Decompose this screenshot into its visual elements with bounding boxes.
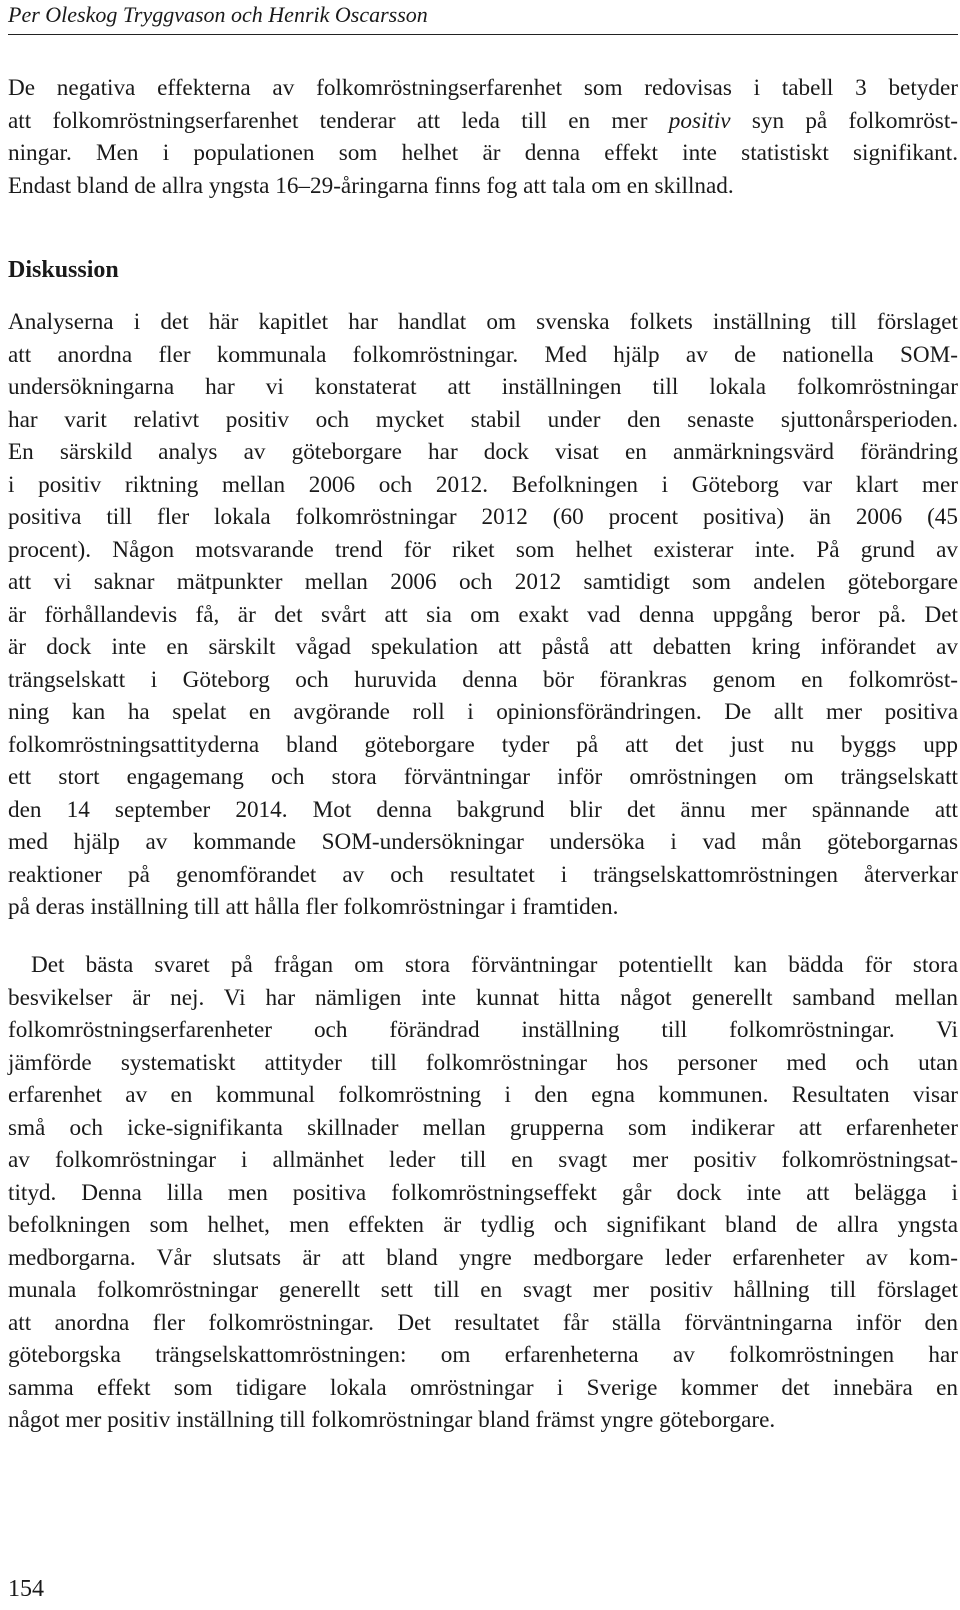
text-line: Det bästa svaret på frågan om stora förväntningar potentiellt kan bädda för stora (31, 952, 958, 978)
text-line: ning kan ha spelat en avgörande roll i opinionsförändringen. De allt mer positiva (8, 699, 958, 725)
text-line: något mer positiv inställning till folkomröstningar bland främst yngre göteborgare. (8, 1407, 776, 1433)
discussion-paragraph-2 (8, 949, 958, 1437)
text-line: att anordna fler folkomröstningar. Det resultatet får ställa förväntningarna inför den (8, 1309, 958, 1336)
text-line: ett stort engagemang och stora förväntningar inför omröstningen om trängselskatt (8, 764, 958, 790)
text-line: trängselskatt i Göteborg och huruvida denna bör förankras genom en folkomröst- (8, 666, 958, 693)
intro-paragraph (8, 72, 958, 202)
text-line: ningar. Men i populationen som helhet är denna effekt inte statistiskt signifikant. (8, 140, 958, 166)
text-line: att vi saknar mätpunkter mellan 2006 och 2012 samtidigt som andelen göteborgare (8, 569, 958, 595)
text-line: i positiv riktning mellan 2006 och 2012. Befolkningen i Göteborg var klart mer (8, 471, 958, 498)
text-line: tityd. Denna lilla men positiva folkomröstningseffekt går dock inte att belägga i (8, 1179, 958, 1206)
text-line: reaktioner på genomförandet av och resultatet i trängselskattomröstningen återverkar (8, 861, 958, 888)
text-line: folkomröstningserfarenheter och förändrad inställning till folkomröstningar. Vi (8, 1017, 958, 1043)
text-line: att anordna fler kommunala folkomröstningar. Med hjälp av de nationella SOM- (8, 341, 958, 368)
text-line: är förhållandevis få, är det svårt att sia om exakt vad denna uppgång beror på. Det (8, 601, 958, 628)
text-line: på deras inställning till att hålla fler folkomröstningar i framtiden. (8, 894, 619, 920)
text-run: syn på folkomröst- (730, 107, 958, 134)
text-line: munala folkomröstningar generellt sett till en svagt mer positiv hållning till förslaget (8, 1277, 958, 1303)
text-line: av folkomröstningar i allmänhet leder till en svagt mer positiv folkomröstningsat- (8, 1147, 958, 1173)
page-number: 154 (8, 1576, 44, 1602)
text-line: göteborgska trängselskattomröstningen: om erfarenheterna av folkomröstningen har (8, 1342, 958, 1368)
text-line: undersökningarna har vi konstaterat att inställningen till lokala folkomröstningar (8, 374, 958, 400)
text-line: Analyserna i det här kapitlet har handlat om svenska folkets inställning till förslaget (8, 309, 958, 335)
section-heading: Diskussion (8, 257, 119, 283)
text-line: positiva till fler lokala folkomröstningar 2012 (60 procent positiva) än 2006 (45 (8, 504, 958, 530)
text-line: medborgarna. Vår slutsats är att bland yngre medborgare leder erfarenheter av kom- (8, 1244, 958, 1271)
text-line: jämförde systematiskt attityder till folkomröstningar hos personer med och utan (8, 1049, 958, 1076)
text-line: den 14 september 2014. Mot denna bakgrund blir det ännu mer spännande att (8, 796, 958, 823)
header-rule (8, 34, 958, 35)
text-run: att folkomröstningserfarenhet tenderar att leda till en mer (8, 107, 669, 134)
text-line: besvikelser är nej. Vi har nämligen inte kunnat hitta något generellt samband mellan (8, 984, 958, 1011)
text-line (8, 105, 958, 138)
text-line: små och icke-signifikanta skillnader mellan grupperna som indikerar att erfarenheter (8, 1114, 958, 1141)
text-line: har varit relativt positiv och mycket stabil under den senaste sjuttonårsperioden. (8, 406, 958, 433)
discussion-paragraph-1 (8, 306, 958, 924)
text-line: folkomröstningsattityderna bland göteborgare tyder på att det just nu byggs upp (8, 731, 958, 758)
emphasis: positiv (668, 107, 731, 134)
text-line: samma effekt som tidigare lokala omröstningar i Sverige kommer det innebära en (8, 1374, 958, 1401)
text-line: befolkningen som helhet, men effekten är tydlig och signifikant bland de allra yngsta (8, 1212, 958, 1238)
text-line: procent). Någon motsvarande trend för riket som helhet existerar inte. På grund av (8, 536, 958, 563)
text-line: är dock inte en särskilt vågad spekulation att påstå att debatten kring införandet av (8, 634, 958, 660)
text-line: En särskild analys av göteborgare har dock visat en anmärkningsvärd förändring (8, 439, 958, 465)
running-header: Per Oleskog Tryggvason och Henrik Oscarsson (8, 2, 428, 27)
text-line: Endast bland de allra yngsta 16–29-åringarna finns fog att tala om en skillnad. (8, 172, 734, 199)
text-line: erfarenhet av en kommunal folkomröstning i den egna kommunen. Resultaten visar (8, 1082, 958, 1108)
text-line: De negativa effekterna av folkomröstningserfarenhet som redovisas i tabell 3 betyder (8, 75, 958, 101)
text-line: med hjälp av kommande SOM-undersökningar undersöka i vad mån göteborgarnas (8, 829, 958, 855)
